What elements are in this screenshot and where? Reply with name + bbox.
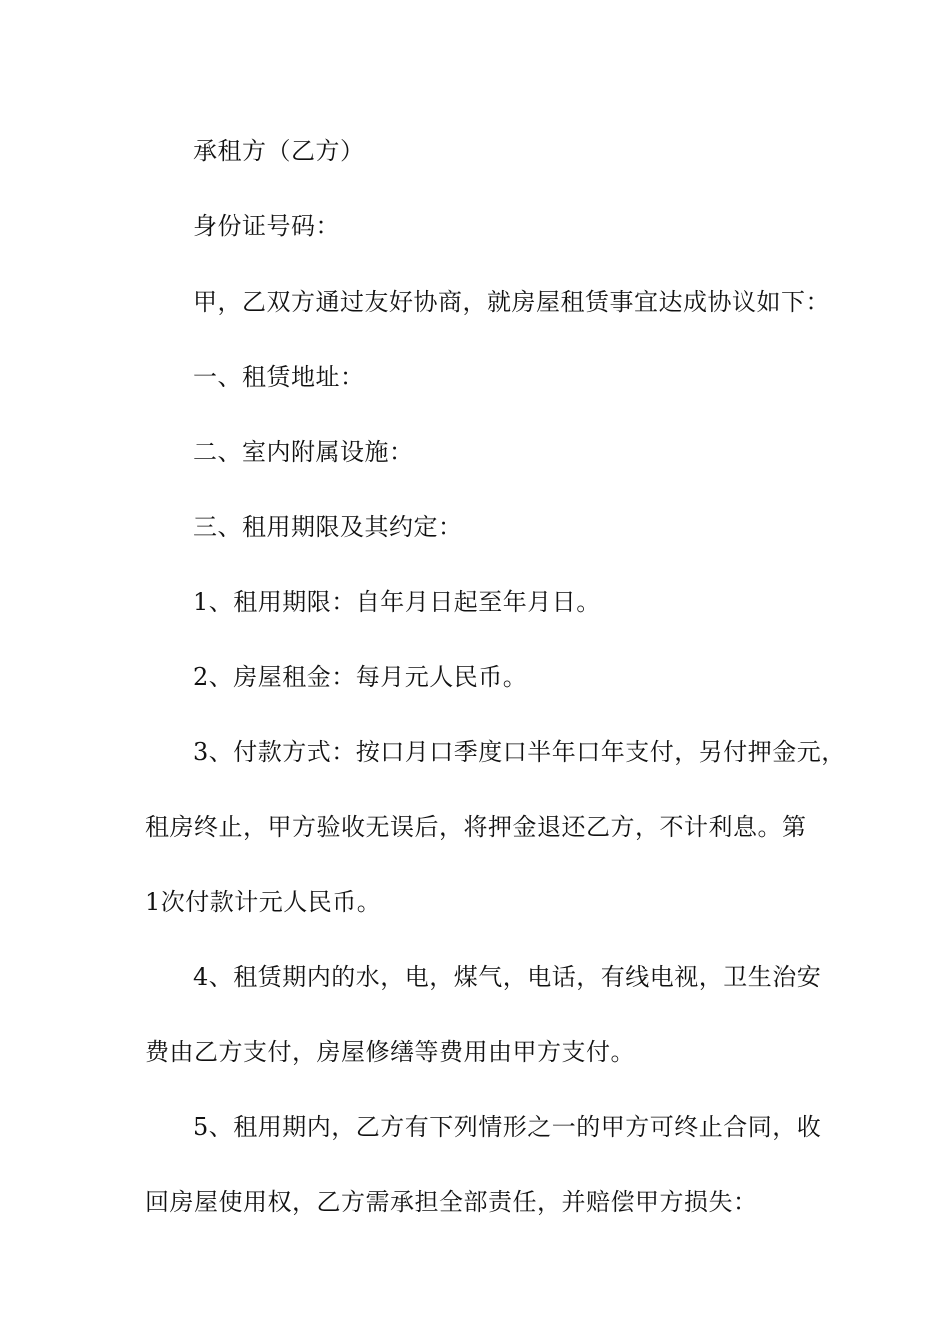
clause-4-utilities-cont: 费由乙方支付，房屋修缮等费用由甲方支付。 — [145, 1038, 635, 1066]
id-number-label: 身份证号码： — [193, 212, 340, 240]
section-2-facilities: 二、室内附属设施： — [193, 438, 414, 466]
agreement-intro: 甲，乙双方通过友好协商，就房屋租赁事宜达成协议如下： — [193, 288, 830, 316]
clause-3-payment: 3、付款方式：按口月口季度口半年口年支付，另付押金元， — [193, 738, 846, 766]
clause-5-termination: 5、租用期内，乙方有下列情形之一的甲方可终止合同，收 — [193, 1113, 822, 1141]
clause-4-utilities: 4、租赁期内的水，电，煤气，电话，有线电视，卫生治安 — [193, 963, 822, 991]
section-3-term: 三、租用期限及其约定： — [193, 513, 463, 541]
clause-5-termination-cont: 回房屋使用权，乙方需承担全部责任，并赔偿甲方损失： — [145, 1188, 758, 1216]
clause-1-term: 1、租用期限：自年月日起至年月日。 — [193, 588, 601, 616]
clause-3-payment-cont2: 1次付款计元人民币。 — [145, 888, 382, 916]
section-1-address: 一、租赁地址： — [193, 363, 365, 391]
clause-2-rent: 2、房屋租金：每月元人民币。 — [193, 663, 528, 691]
tenant-heading: 承租方（乙方） — [193, 137, 365, 165]
clause-3-payment-cont: 租房终止，甲方验收无误后，将押金退还乙方，不计利息。第 — [145, 813, 807, 841]
